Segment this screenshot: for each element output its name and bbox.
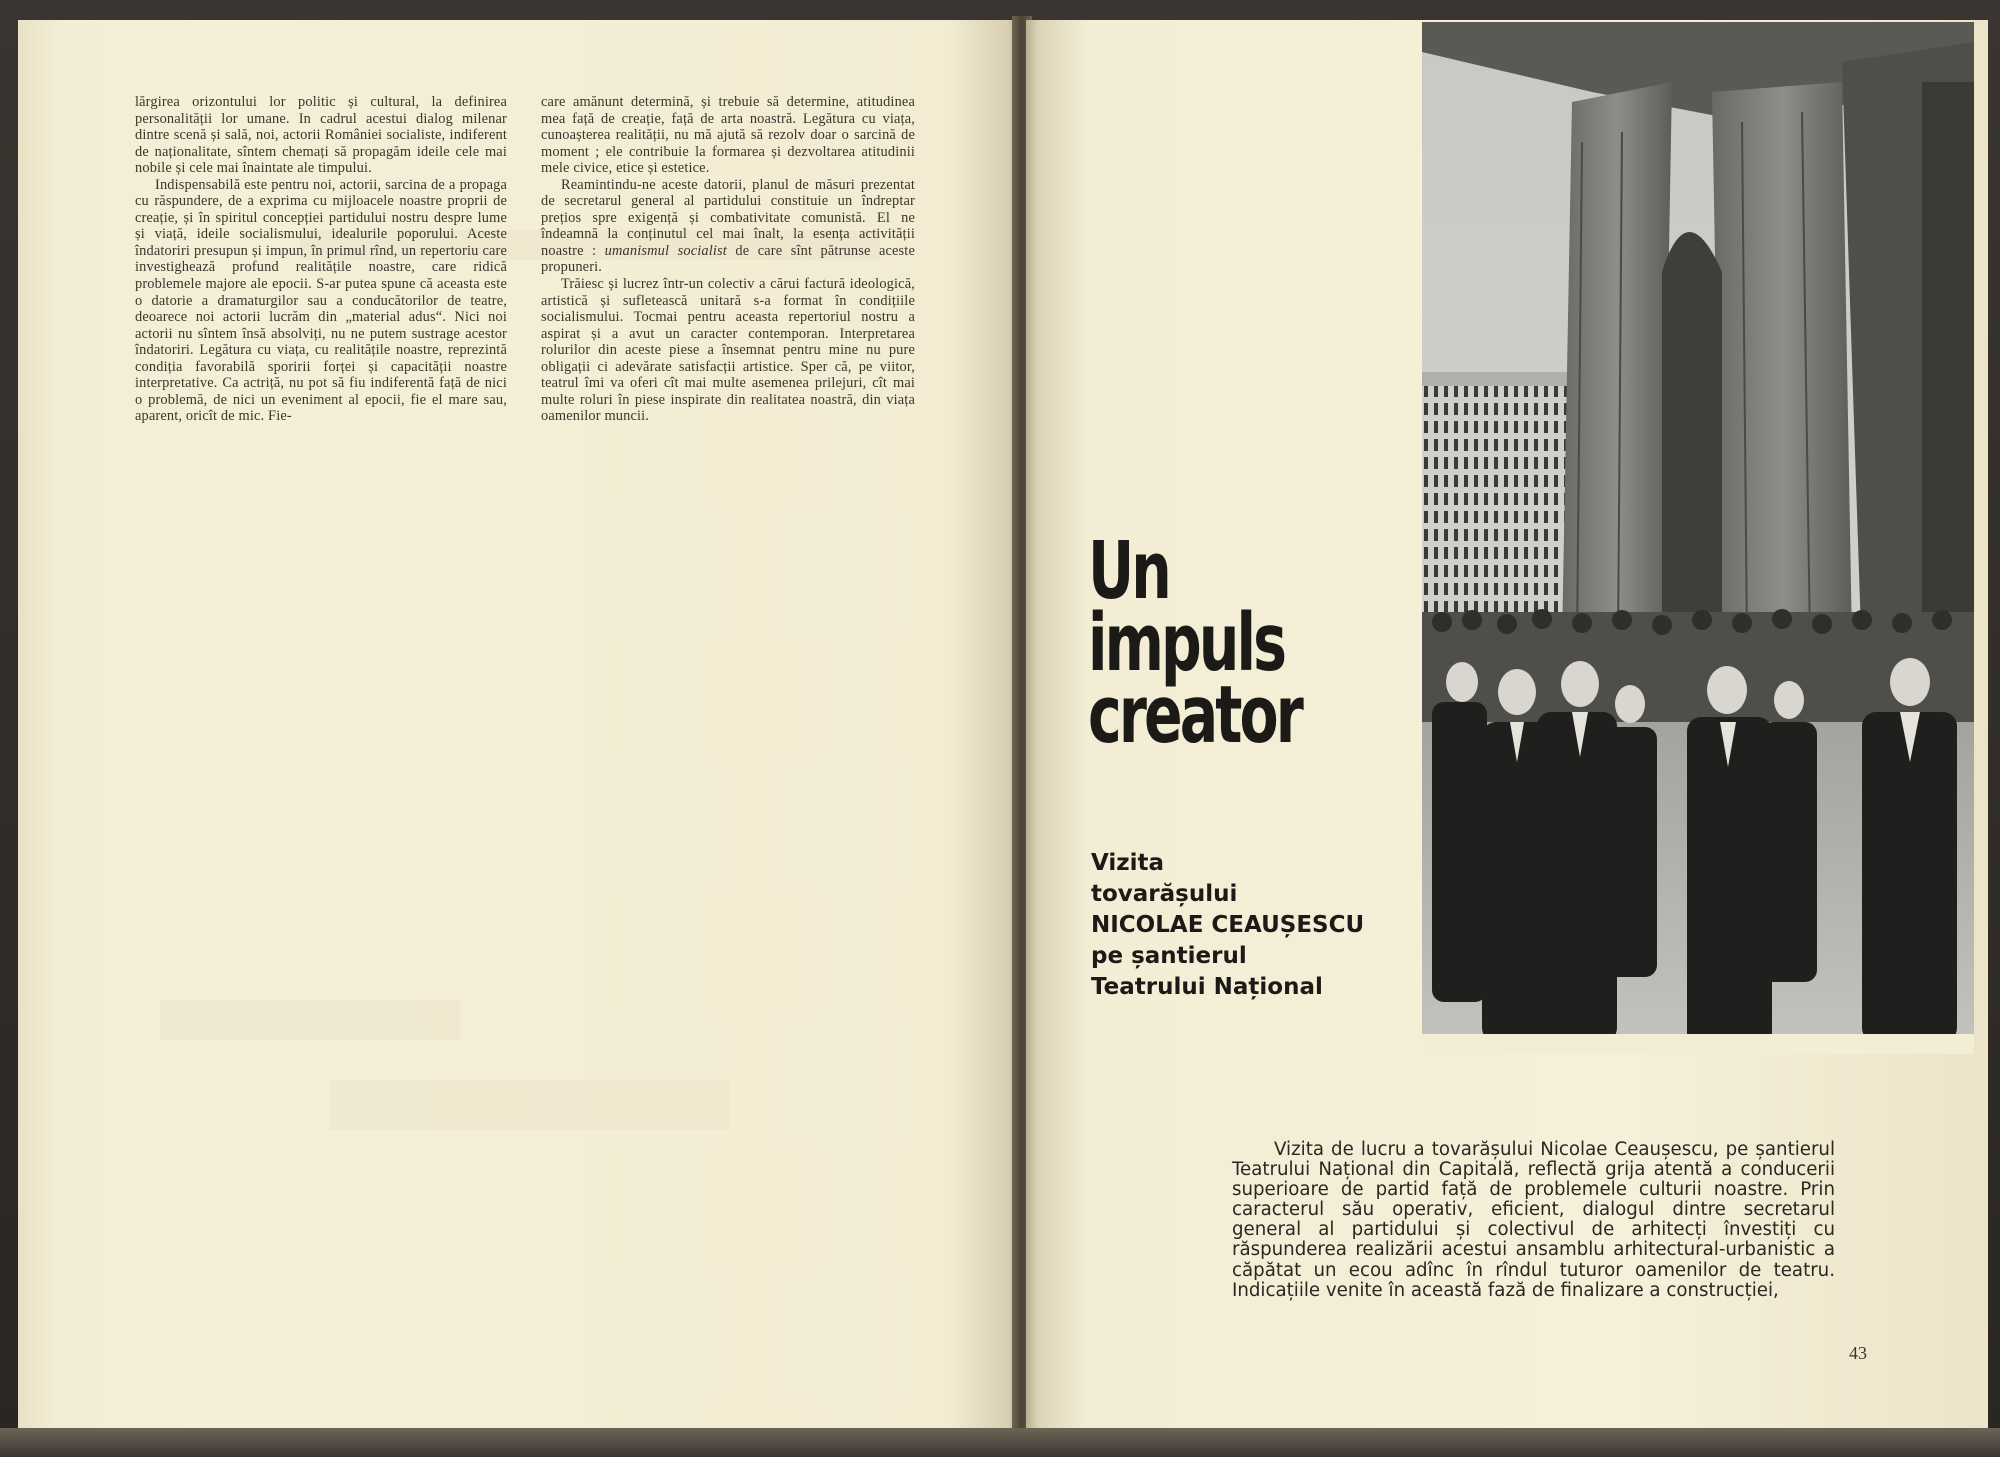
headline-line: Un [1088,525,1169,617]
paragraph-text: Reamintindu-ne aceste datorii, planul de măsuri prezentat de secretarul general al partidului constituie un îndreptar prețios spre exigență și combativitate comunistă. El ne îndeamnă la conținutul cel mai înalt, la esența activității noastre : [541,176,915,259]
subhead-line: tovarășului [1091,881,1238,907]
paragraph [541,177,915,276]
subhead-line: NICOLAE CEAUȘESCU [1091,912,1365,938]
paragraph: Indispensabilă este pentru noi, actorii, sarcina de a propaga cu răspundere, de a exprima cu mijloacele noastre proprii de creație, și în spiritul concepției partidului nostru despre lume și viață, ideile socialismului, idealurile poporului. Aceste îndatoriri presupun și impun, în primul rînd, un repertoriu care investighează profund realitățile noastre, care ridică problemele majore ale epocii. S-ar putea spune că aceasta este o datorie a dramaturgilor sau a conducătorilor de teatre, deoarece noi actorii lucrăm din „material adus“. Nici noi actorii nu sîntem însă absolviți, nu ne putem sustrage acestor îndatoriri. Legătura cu viața, cu realitățile noastre, reprezintă condiția favorabilă sporirii forței și capacității noastre interpretative. Ca actriță, nu pot să fiu indiferentă față de nici o problemă, de nici un eveniment al epocii, fie el mare sau, aparent, oricît de mic. Fie- [135,176,507,425]
paragraph: lărgirea orizontului lor politic și cultural, la definirea personalității lor umane. In cadrul acestui dialog milenar dintre scenă și sală, noi, actorii României socialiste, indiferent de naționalitate, sîntem chemați să propagăm ideile cele mai nobile și cele mai înaintate ale timpului. [135,94,507,177]
subhead-line: Teatrului Național [1091,974,1323,1000]
paragraph: Trăiesc și lucrez într-un colectiv a cărui factură ideologică, artistică și sufletească unitară s-a format în condițiile socialismului. Tocmai pentru aceasta repertoriul nostru a aspirat și a avut un caracter contemporan. Interpretarea rolurilor din aceste piese a însemnat pentru mine nu pure obligații ci adevărate satisfacții artistice. Sper că, pe viitor, teatrul îmi va oferi cît mai multe asemenea prilejuri, cît mai multe roluri în piese inspirate din realitatea noastră, din viața oamenilor muncii. [541,276,915,425]
subhead-line: Vizita [1091,850,1165,876]
article-intro-paragraph: Vizita de lucru a tovarășului Nicolae Ceaușescu, pe șantierul Teatrului Național din Capitală, reflectă grija atentă a conducerii superioare de partid față de problemele culturii noastre. Prin caracterul său operativ, eficient, dialogul dintre secretarul general al partidului și colectivul de arhitecți învestiți cu răspunderea realizării acestui ansamblu arhitectural-urbanistic a căpătat un ecou adînc în rîndul tuturor oamenilor de teatru. Indicațiile venite în această fază de finalizare a construcției, [1232,1139,1835,1301]
article-column-2 [541,94,915,425]
paragraph: care amănunt determină, și trebuie să determine, atitudinea mea față de creație, față de arta noastră. Legătura cu viața, cunoașterea realității, nu mă ajută să rezolv doar o sarcină de moment ; ele contribuie la formarea și dezvoltarea atitudinii mele civice, etice și estetice. [541,94,915,177]
paragraph-text: de care sînt pătrunse aceste propuneri. [541,242,915,276]
emphasis-text: umanismul socialist [604,242,727,259]
headline-line: creator [1088,669,1301,761]
article-subheading [1091,848,1421,1003]
photo-illustration [1422,22,1974,1054]
article-column-1 [135,94,507,425]
bottom-edge [0,1428,2000,1457]
construction-site-photo [1422,22,1974,1054]
headline-line: impuls [1088,597,1285,689]
subhead-line: pe șantierul [1091,943,1247,969]
article-headline [1088,525,1318,761]
page-number: 43 [1849,1343,1867,1363]
